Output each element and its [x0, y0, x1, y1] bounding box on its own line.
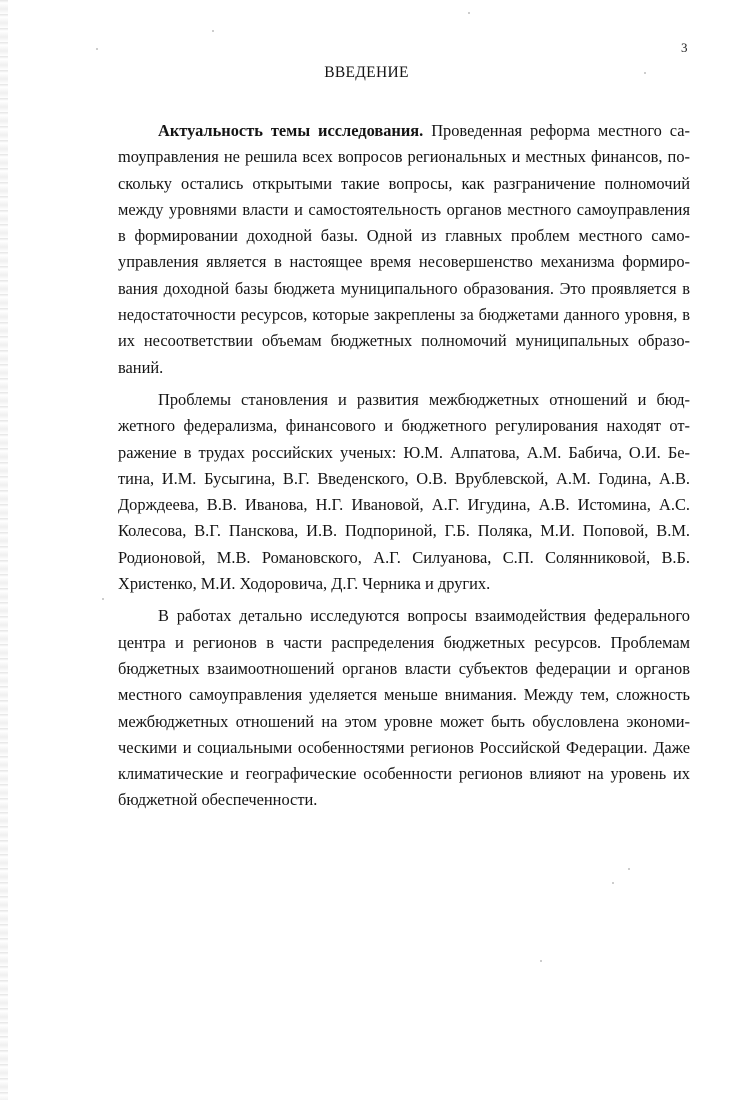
section-heading: ВВЕДЕНИЕ [324, 64, 409, 81]
scan-speck [212, 30, 214, 32]
scan-speck [540, 960, 542, 962]
paragraph-relevance [118, 118, 690, 381]
paragraph-scholars [118, 387, 690, 597]
paragraph-text: Проведенная реформа местного саmоуправления не решила всех вопросов региональных и местных финансов, поскольку остались открытыми такие вопросы, как разграничение полномочий между уровнями власти и самостоятельность органов местного самоуправления в формировании доходной базы. Одной из главных проблем местного самоуправления является в настоящее время несовершенство механизма формирования доходной базы бюджета муниципального образования. Это проявляется в недостаточности ресурсов, которые закреплены за бюджетами данного уровня, в их несоответствии объемам бюджетных полномочий муниципальных образований. [118, 121, 691, 377]
scan-speck [628, 868, 630, 870]
paragraph-text: В работах детально исследуются вопросы взаимодействия федерального центра и регионов в части распределения бюджетных ресурсов. Проблемам бюджетных взаимоотношений органов власти субъектов федерации и органов местного самоуправления уделяется меньше внимания. Между тем, сложность межбюджетных отношений на этом уровне может быть обусловлена экономическими и социальными особенностями регионов Российской Федерации. Даже климатические и географические особенности регионов влияют на уровень их бюджетной обеспеченности. [118, 606, 690, 810]
scan-speck [468, 12, 470, 14]
paragraph-research [118, 603, 690, 813]
scan-speck [644, 72, 646, 74]
scan-speck [102, 598, 104, 600]
scan-speck [96, 48, 98, 50]
page-number: 3 [681, 40, 688, 55]
scan-speck [612, 882, 614, 884]
paragraph-text: Проблемы становления и развития межбюджетных отношений и бюджетного федерализма, финансового и бюджетного регулирования находят отражение в трудах российских ученых: Ю.М. Алпатова, А.М. Бабича, О.И. Бетина, И.М. Бусыгина, В.Г. Введенского, О.В. Врублевской, А.М. Година, А.В. Дорждеева, В.В. Иванова, Н.Г. Ивановой, А.Г. Игудина, А.В. Истомина, А.С. Колесова, В.Г. Панскова, И.В. Подпориной, Г.Б. Поляка, М.И. Поповой, В.М. Родионовой, М.В. Романовского, А.Г. Силуанова, С.П. Солянниковой, В.Б. Христенко, М.И. Ходоровича, Д.Г. Черника и других. [118, 389, 690, 594]
paragraph-lead: Актуальность темы исследования. [158, 121, 424, 140]
body-text [118, 118, 690, 820]
scan-edge-noise [0, 0, 8, 1100]
